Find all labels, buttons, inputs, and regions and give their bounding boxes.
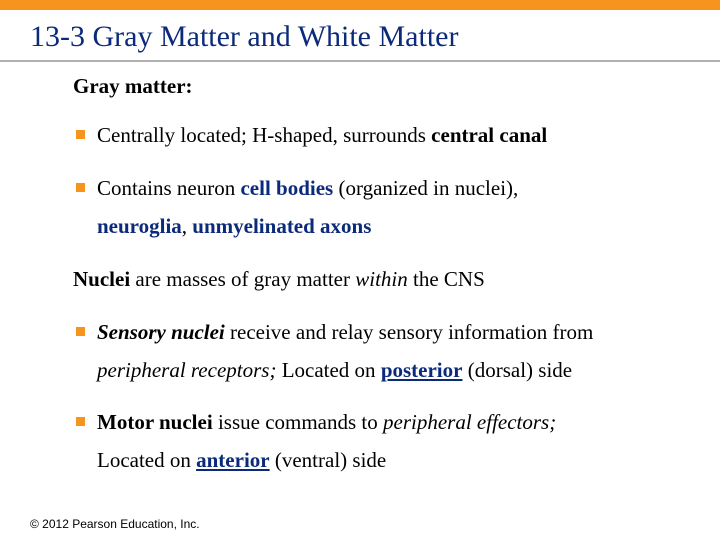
text-run-italic: peripheral effectors; (383, 410, 557, 434)
term-sensory-nuclei: Sensory nuclei (97, 320, 225, 344)
term-unmyelinated-axons: unmyelinated axons (192, 214, 372, 238)
text-run-italic: within (355, 267, 408, 291)
title-divider (0, 60, 720, 62)
text-run: receive and relay sensory information from (224, 320, 594, 344)
text-run-italic: peripheral receptors; (97, 358, 277, 382)
bullet-square-icon (76, 417, 85, 426)
gray-matter-bullet-2-line-2 (97, 213, 371, 239)
text-run: Located on (97, 448, 197, 472)
term-neuroglia: neuroglia (97, 214, 182, 238)
text-run: are masses of gray matter (130, 267, 356, 291)
gray-matter-bullet-2-line-1 (97, 175, 518, 201)
sensory-nuclei-line-2 (97, 357, 572, 383)
text-run: (organized in nuclei), (333, 176, 519, 200)
text-run: (dorsal) side (462, 358, 573, 382)
text-run: the CNS (407, 267, 485, 291)
bullet-square-icon (76, 130, 85, 139)
text-run: issue commands to (212, 410, 384, 434)
term-posterior: posterior (380, 358, 463, 382)
gray-matter-bullet-1 (97, 122, 547, 148)
motor-nuclei-line-2 (97, 447, 386, 473)
term-nuclei: Nuclei (73, 267, 131, 291)
slide-title: 13-3 Gray Matter and White Matter (30, 20, 459, 53)
text-run: Contains neuron (97, 176, 241, 200)
text-run: (ventral) side (269, 448, 387, 472)
bullet-square-icon (76, 183, 85, 192)
text-run: Located on (276, 358, 381, 382)
top-accent-bar (0, 0, 720, 10)
text-run: , (181, 214, 193, 238)
sensory-nuclei-line-1 (97, 319, 593, 345)
bullet-square-icon (76, 327, 85, 336)
term-motor-nuclei: Motor nuclei (97, 410, 213, 434)
gray-matter-heading: Gray matter: (73, 74, 193, 98)
term-cell-bodies: cell bodies (240, 176, 334, 200)
text-run: Centrally located; H-shaped, surrounds (97, 123, 432, 147)
term-central-canal: central canal (431, 123, 548, 147)
term-anterior: anterior (196, 448, 270, 472)
motor-nuclei-line-1 (97, 409, 556, 435)
copyright-notice: © 2012 Pearson Education, Inc. (30, 517, 200, 531)
nuclei-heading (73, 266, 485, 292)
